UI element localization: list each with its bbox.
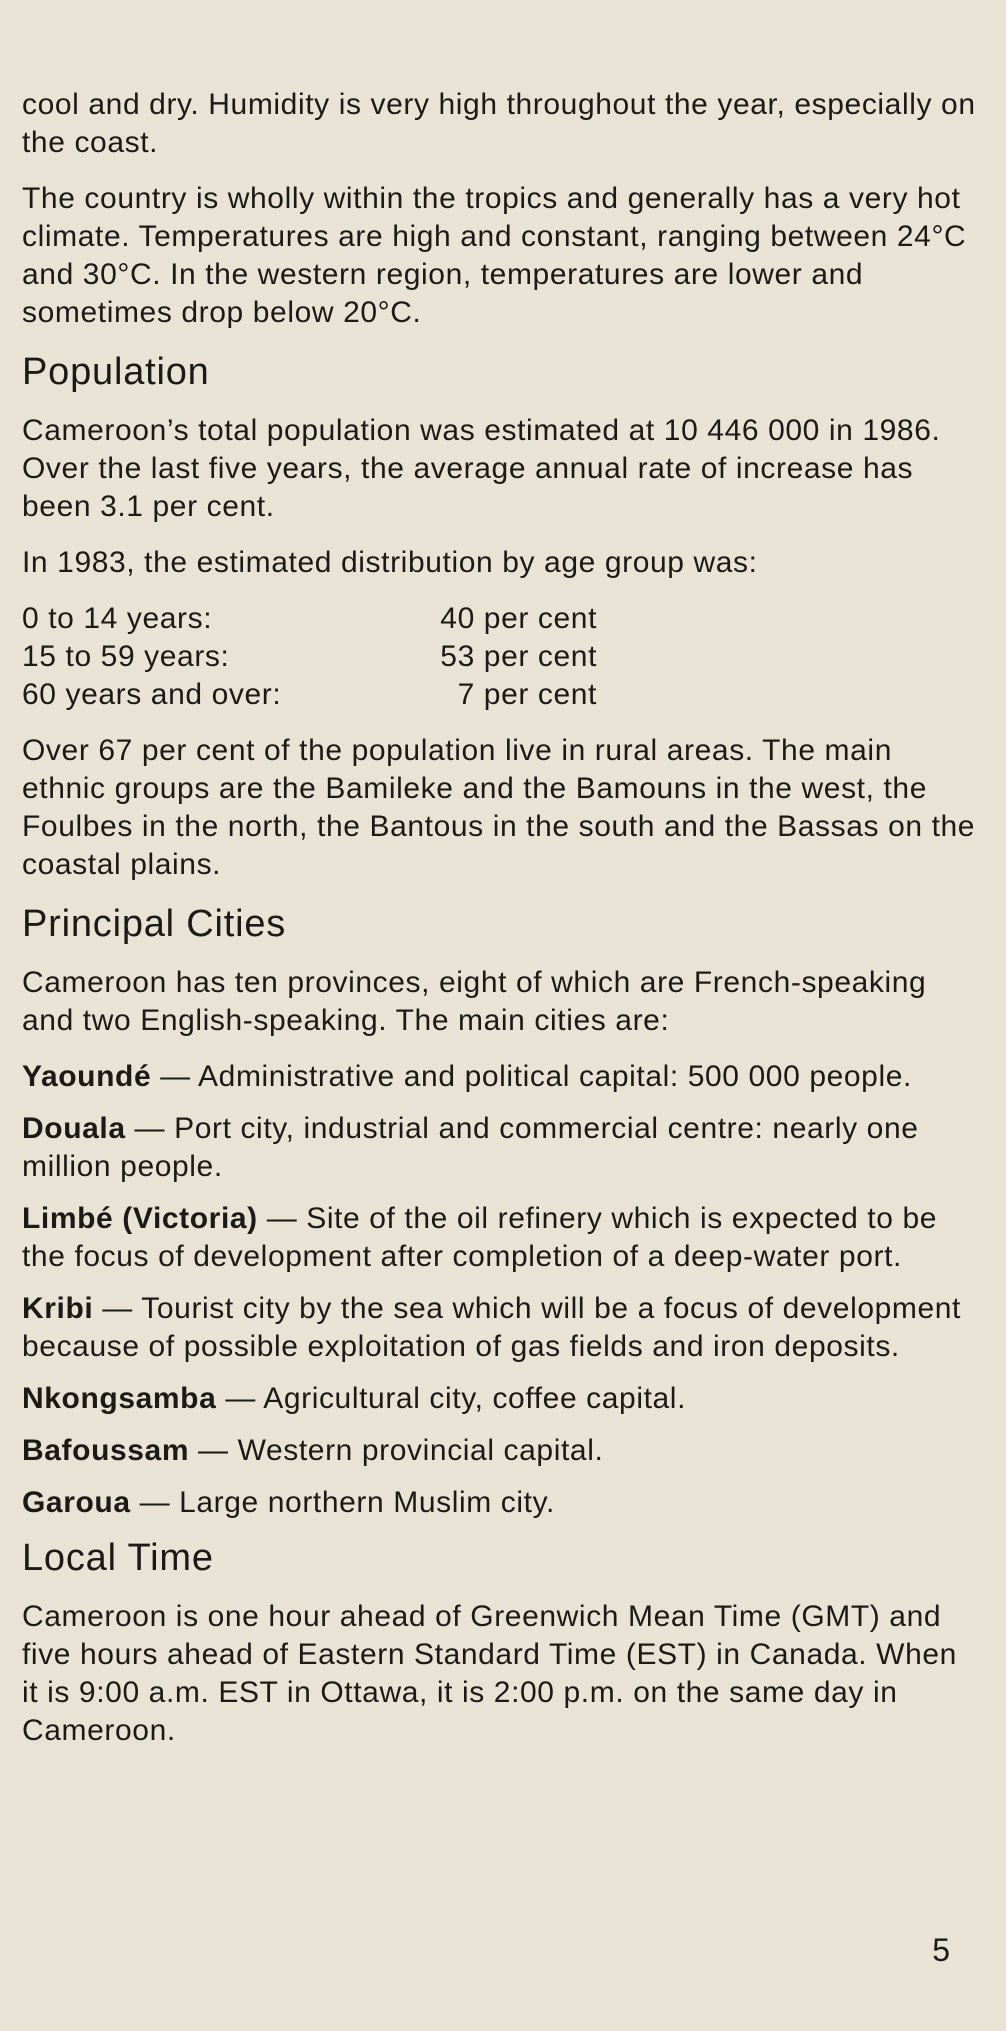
city-description: — Site of the oil refinery which is expected to be the focus of development after completion of a deep-water port. xyxy=(22,1202,938,1273)
city-description: — Agricultural city, coffee capital. xyxy=(216,1382,687,1415)
age-label: 15 to 59 years: xyxy=(22,640,230,673)
city-name: Kribi xyxy=(22,1292,94,1325)
city-entry xyxy=(22,1380,977,1418)
city-entry xyxy=(22,1432,977,1470)
city-entry xyxy=(22,1200,977,1276)
city-name: Bafoussam xyxy=(22,1434,190,1467)
age-label: 60 years and over: xyxy=(22,678,282,711)
local-time-heading: Local Time xyxy=(22,1537,214,1579)
city-name: Yaoundé xyxy=(22,1060,152,1093)
city-description: — Western provincial capital. xyxy=(189,1434,604,1467)
city-description: — Large northern Muslim city. xyxy=(130,1486,555,1519)
cities-heading: Principal Cities xyxy=(22,903,287,945)
city-entry xyxy=(22,1058,977,1096)
population-paragraph-1: Cameroon’s total population was estimated at 10 446 000 in 1986. Over the last five years, the average annual rate of increase has been 3.1 per cent. xyxy=(22,414,941,523)
age-value: 53 per cent xyxy=(440,640,597,673)
age-row xyxy=(22,676,977,714)
age-value: 7 per cent xyxy=(457,678,597,711)
population-paragraph-3: Over 67 per cent of the population live in rural areas. The main ethnic groups are the Bamileke and the Bamouns in the west, the Foulbes in the north, the Bantous in the south and the Bassas on the coastal plains. xyxy=(22,734,976,881)
population-heading: Population xyxy=(22,351,210,393)
city-description: — Tourist city by the sea which will be a focus of development because of possible exploitation of gas fields and iron deposits. xyxy=(22,1292,961,1363)
age-row xyxy=(22,600,977,638)
age-row xyxy=(22,638,977,676)
document-page xyxy=(22,86,977,1768)
intro-paragraph-2: The country is wholly within the tropics and generally has a very hot climate. Temperatures are high and constant, ranging between 24°C and 30°C. In the western region, temperatures are lower and sometimes drop below 20°C. xyxy=(22,182,967,329)
city-entry xyxy=(22,1110,977,1186)
page-number: 5 xyxy=(932,1932,950,1968)
age-distribution-table xyxy=(22,600,977,714)
city-entry xyxy=(22,1484,977,1522)
city-name: Limbé (Victoria) xyxy=(22,1202,258,1235)
city-name: Nkongsamba xyxy=(22,1382,217,1415)
population-paragraph-2: In 1983, the estimated distribution by age group was: xyxy=(22,546,758,579)
age-value: 40 per cent xyxy=(440,602,597,635)
intro-paragraph-1: cool and dry. Humidity is very high throughout the year, especially on the coast. xyxy=(22,88,976,159)
age-label: 0 to 14 years: xyxy=(22,602,213,635)
city-description: — Administrative and political capital: 500 000 people. xyxy=(151,1060,912,1093)
local-time-paragraph: Cameroon is one hour ahead of Greenwich Mean Time (GMT) and five hours ahead of Eastern Standard Time (EST) in Canada. When it is 9:00 a.m. EST in Ottawa, it is 2:00 p.m. on the same day in Cameroon. xyxy=(22,1600,957,1747)
city-name: Douala xyxy=(22,1112,126,1145)
city-description: — Port city, industrial and commercial centre: nearly one million people. xyxy=(22,1112,919,1183)
city-name: Garoua xyxy=(22,1486,131,1519)
cities-intro: Cameroon has ten provinces, eight of which are French-speaking and two English-speaking. The main cities are: xyxy=(22,966,927,1037)
city-entry xyxy=(22,1290,977,1366)
